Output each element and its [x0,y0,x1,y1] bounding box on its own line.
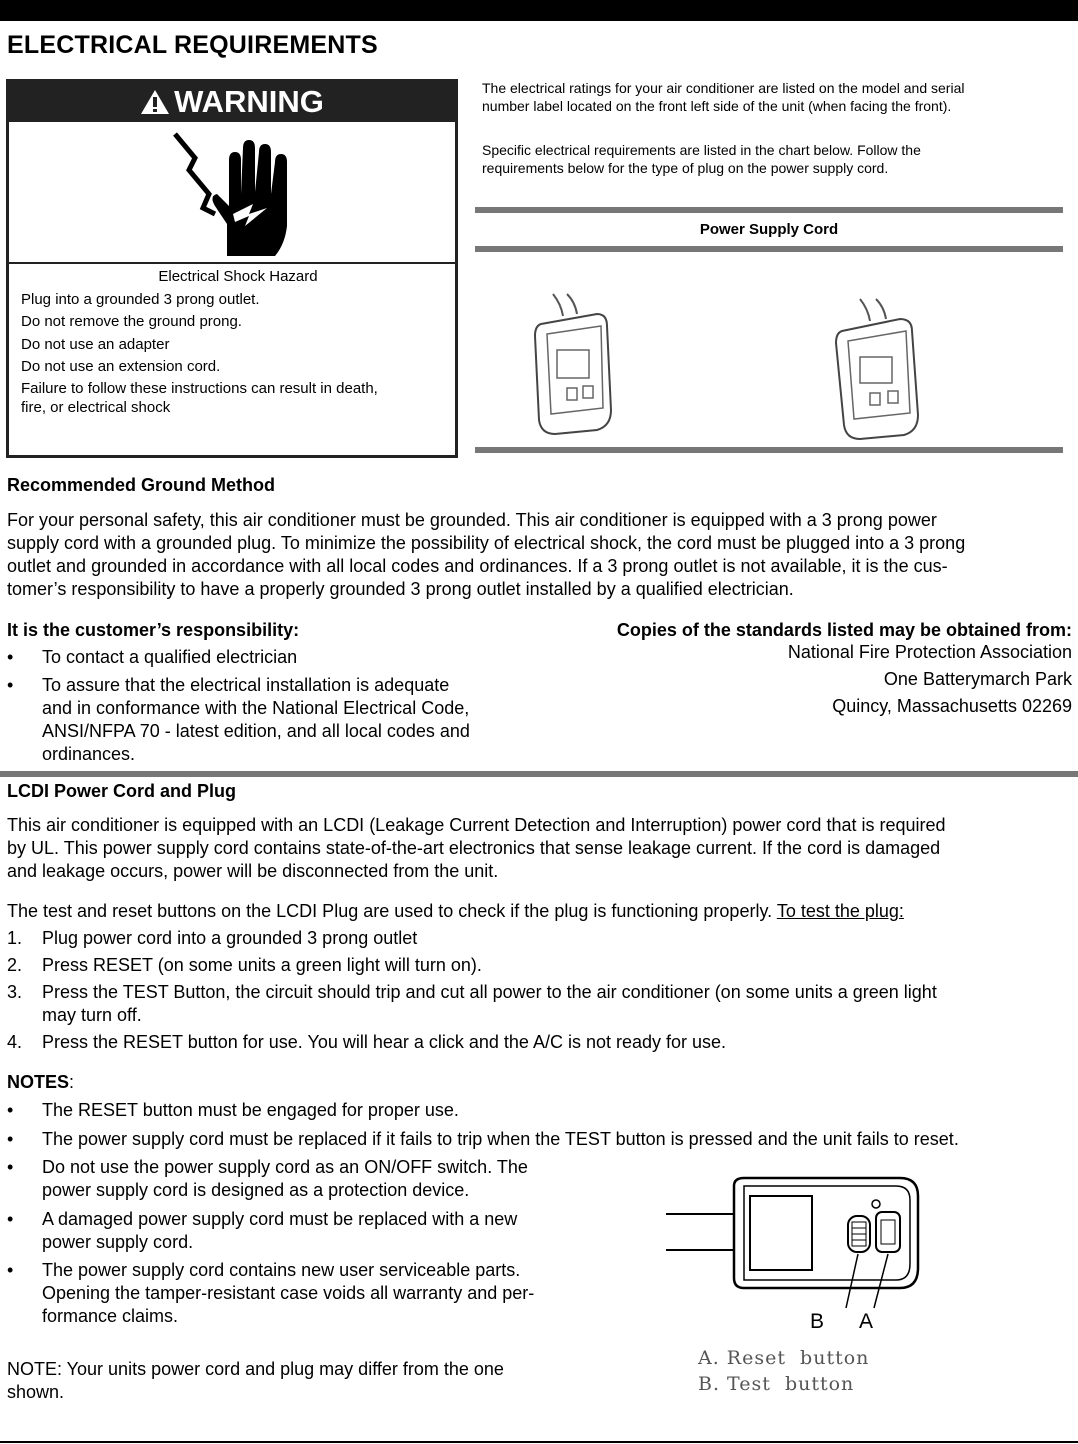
step-number: 1. [7,928,23,948]
note-text: Do not use the power supply cord as an ON/OFF switch. The [42,1157,528,1177]
bullet: • [7,1100,14,1120]
warning-line: Do not remove the ground prong. [21,313,242,330]
intro-paragraph-2 [482,141,1052,177]
step-number: 4. [7,1032,23,1052]
bullet: • [7,647,14,667]
standards-city: Quincy, Massachusetts 02269 [832,696,1072,716]
responsibility-item [7,674,582,766]
standards-heading: Copies of the standards listed may be obtained from: [616,620,1072,640]
intro-line: requirements below for the type of plug on the power supply cord. [482,160,889,176]
warning-triangle-icon [140,89,170,115]
step-text: may turn off. [42,1005,142,1025]
electric-shock-hand-icon [9,122,455,262]
warning-line: Failure to follow these instructions can result in death, [21,379,378,397]
shock-hazard-pictogram [9,122,455,264]
lcdi-heading: LCDI Power Cord and Plug [7,781,237,801]
bottom-rule [0,1441,1078,1443]
step-item [7,954,1075,977]
bullet: • [7,1260,14,1280]
plug-illustration-left [515,290,635,445]
note-item [7,1156,622,1202]
note-text: A damaged power supply cord must be replaced with a new [42,1209,518,1229]
note-text: power supply cord. [42,1232,194,1252]
table-top-rule [475,207,1063,213]
note-text: The RESET button must be engaged for proper use. [42,1100,459,1120]
callout-b: B [810,1310,825,1333]
ground-line: For your personal safety, this air conditioner must be grounded. This air conditioner is equipped with a 3 prong power [7,510,937,530]
callout-a: A [859,1310,874,1333]
lcdi-plug-diagram [660,1172,930,1347]
responsibility-item [7,646,582,669]
note-text: The power supply cord contains new user serviceable parts. [42,1260,521,1280]
ground-line: supply cord with a grounded plug. To minimize the possibility of electrical shock, the cord must be plugged into a 3 prong [7,533,966,553]
responsibility-text: ANSI/NFPA 70 - latest edition, and all local codes and [42,721,470,741]
step-text: Press the TEST Button, the circuit should trip and cut all power to the air conditioner (on some units a green light [42,982,937,1002]
warning-line: Plug into a grounded 3 prong outlet. [21,290,260,308]
lcdi-line: and leakage occurs, power will be disconnected from the unit. [7,861,499,881]
test-steps [7,927,1075,1054]
final-note-line: NOTE: Your units power cord and plug may differ from the one [7,1359,504,1379]
responsibility-text: ordinances. [42,744,136,764]
warning-line: Do not use an extension cord. [21,358,221,375]
step-text: Plug power cord into a grounded 3 prong outlet [42,928,418,948]
step-number: 3. [7,982,23,1002]
lcdi-paragraph [7,814,1075,883]
standards-org: National Fire Protection Association [787,642,1072,662]
bullet: • [7,1129,14,1149]
note-item [7,1128,1078,1151]
note-text: The power supply cord must be replaced if it fails to trip when the TEST button is pressed and the unit fails to reset. [42,1129,959,1149]
standards-street: One Batterymarch Park [883,669,1072,689]
note-text: Opening the tamper-resistant case voids all warranty and per- [42,1283,535,1303]
legend-reset: A. Reset button [698,1347,870,1369]
power-supply-cord-label: Power Supply Cord [699,221,839,238]
ground-heading: Recommended Ground Method [7,475,276,495]
ground-paragraph [7,509,1075,601]
note-item [7,1099,1078,1122]
warning-label: WARNING [174,84,324,119]
standards-block [540,620,1072,720]
step-item [7,1031,1075,1054]
test-the-plug-label: To test the plug: [776,901,904,921]
section-divider [0,771,1078,777]
responsibility-text: To assure that the electrical installation is adequate [42,675,450,695]
notes-label: NOTES [7,1072,70,1092]
step-text: Press the RESET button for use. You will hear a click and the A/C is not ready for use. [42,1032,727,1052]
ground-line: outlet and grounded in accordance with all local codes and ordinances. If a 3 prong outlet is not available, it is the cus- [7,556,948,576]
legend-test: B. Test button [698,1373,855,1395]
warning-text [9,266,455,417]
final-note [7,1358,587,1404]
plug-icon [515,290,635,440]
lcdi-line: by UL. This power supply cord contains state-of-the-art electronics that sense leakage current. If the cord is damaged [7,838,941,858]
responsibility-text: To contact a qualified electrician [42,647,298,667]
bullet: • [7,675,14,695]
lcdi-line: This air conditioner is equipped with an LCDI (Leakage Current Detection and Interruption) power cord that is required [7,815,946,835]
table-mid-rule [475,246,1063,252]
note-item [7,1208,622,1254]
warning-header [9,82,455,122]
responsibility-text: and in conformance with the National Electrical Code, [42,698,470,718]
step-item [7,927,1075,950]
intro-line: number label located on the front left side of the unit (when facing the front). [482,98,952,114]
top-bar [0,0,1078,21]
test-intro-text: The test and reset buttons on the LCDI Plug are used to check if the plug is functioning properly. [7,901,773,921]
plug-icon [820,295,940,445]
note-item [7,1259,622,1328]
warning-box [6,79,458,458]
intro-paragraph-1 [482,79,1052,115]
ground-line: tomer’s responsibility to have a properly grounded 3 prong outlet installed by a qualified electrician. [7,579,794,599]
warning-line: fire, or electrical shock [21,398,171,416]
note-text: formance claims. [42,1306,179,1326]
warning-line: Do not use an adapter [21,335,170,353]
plug-illustration-right [820,295,940,450]
page-title: ELECTRICAL REQUIREMENTS [7,31,378,59]
notes-colon: : [69,1072,75,1092]
intro-line: Specific electrical requirements are listed in the chart below. Follow the [482,142,921,158]
hazard-title: Electrical Shock Hazard [158,268,318,285]
step-number: 2. [7,955,23,975]
test-intro [7,900,1075,923]
lcdi-plug-icon [660,1172,930,1342]
step-text: Press RESET (on some units a green light will turn on). [42,955,482,975]
bullet: • [7,1157,14,1177]
responsibility-heading: It is the customer’s responsibility: [7,620,300,640]
intro-line: The electrical ratings for your air conditioner are listed on the model and serial [482,80,965,96]
final-note-line: shown. [7,1382,65,1402]
table-bottom-rule [475,447,1063,453]
notes-heading [7,1072,74,1093]
bullet: • [7,1209,14,1229]
note-text: power supply cord is designed as a protection device. [42,1180,470,1200]
step-item [7,981,1075,1004]
step-item [7,1004,1075,1027]
